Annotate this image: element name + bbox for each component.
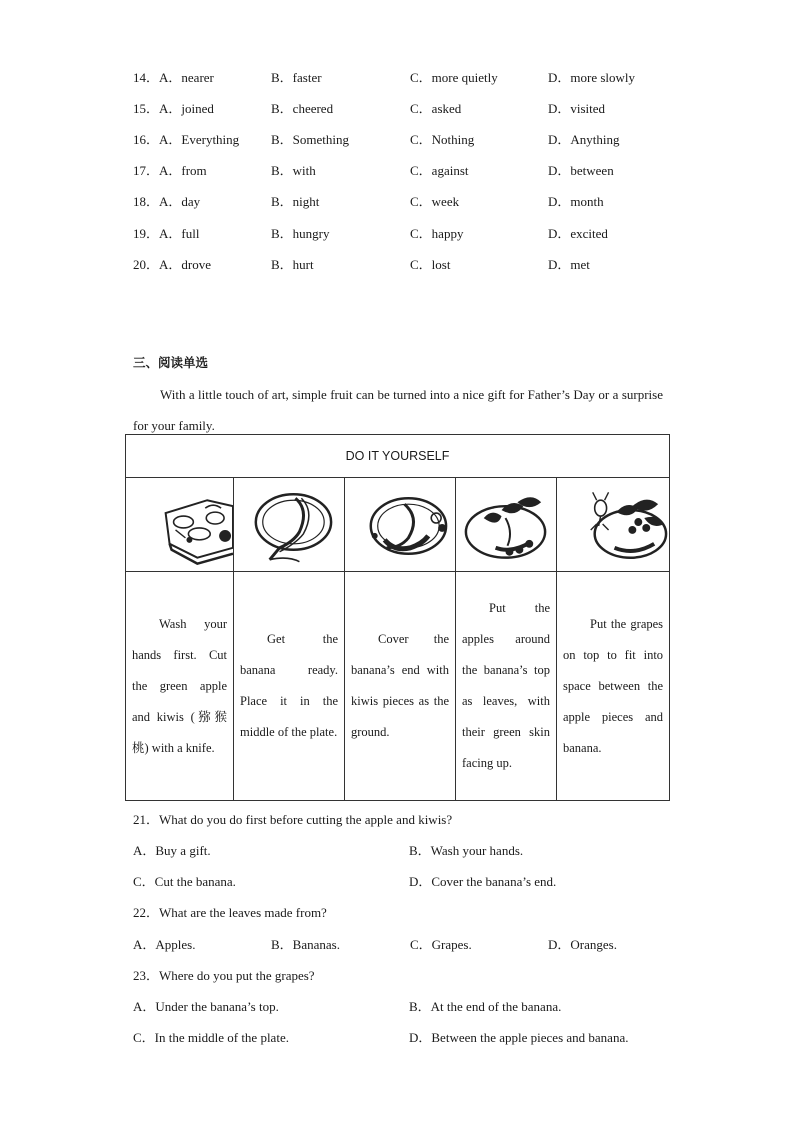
step-text-2: Get the banana ready. Place it in the middle of the plate. [234,572,345,801]
cloze-option-row [133,254,693,274]
cut-fruit-on-board-illustration [126,478,233,571]
section-title: 三、阅读单选 [133,355,209,370]
option-c: C．Cut the banana. [133,874,236,889]
option-a: A．Buy a gift. [133,843,211,858]
step-illustration-4 [456,478,557,572]
option-b: B．hungry [271,226,330,241]
diy-table [125,434,670,801]
option-c: C．happy [410,226,464,241]
option-d: D．Oranges. [548,937,617,952]
question-stem: 22．What are the leaves made from? [133,905,327,920]
cloze-option-row [133,129,693,149]
option-d: D．visited [548,101,606,116]
option-b: B．Bananas. [271,937,340,952]
option-a: A．Apples. [133,937,196,952]
option-d: D．month [548,194,604,209]
option-d: D．Cover the banana’s end. [409,874,557,889]
option-d: D．met [548,257,590,272]
cloze-option-row [133,98,693,118]
option-c: C．lost [410,257,451,272]
option-a: A．Under the banana’s top. [133,999,279,1014]
option-c: C．Nothing [410,132,475,147]
apple-leaves-illustration [456,478,556,571]
question-stem: 21．What do you do first before cutting the apple and kiwis? [133,812,453,827]
option-b: B．night [271,194,320,209]
option-b: B．with [271,163,316,178]
question-stem: 23．Where do you put the grapes? [133,968,315,983]
cloze-option-row [133,223,693,243]
option-a: 19．A．full [133,226,200,241]
banana-on-plate-illustration [234,478,344,571]
cloze-option-row [133,191,693,211]
option-b: B．hurt [271,257,314,272]
table-title: DO IT YOURSELF [126,435,670,478]
option-b: B．cheered [271,101,334,116]
option-c: C．against [410,163,469,178]
option-d: D．Between the apple pieces and banana. [409,1030,629,1045]
option-d: D．Anything [548,132,620,147]
option-a: 15．A．joined [133,101,214,116]
step-illustration-5 [557,478,670,572]
option-d: D．excited [548,226,608,241]
option-a: 17．A．from [133,163,207,178]
step-illustration-3 [345,478,456,572]
option-b: B．At the end of the banana. [409,999,562,1014]
finished-fruit-art-illustration [557,478,669,571]
step-illustration-2 [234,478,345,572]
option-b: B．Wash your hands. [409,843,524,858]
step-illustration-1 [126,478,234,572]
step-text-1: Wash your hands first. Cut the green apple and kiwis (猕猴桃) with a knife. [126,572,234,801]
step-text-5: Put the grapes on top to fit into space between the apple pieces and banana. [557,572,670,801]
step-text-4: Put the apples around the banana’s top as leaves, with their green skin facing up. [456,572,557,801]
option-c: C．more quietly [410,70,498,85]
option-a: 18．A．day [133,194,201,209]
option-a: 16．A．Everything [133,132,240,147]
option-c: C．asked [410,101,462,116]
cloze-option-row [133,160,693,180]
option-a: 20．A．drove [133,257,212,272]
cloze-option-row [133,67,693,87]
reading-intro: With a little touch of art, simple fruit can be turned into a nice gift for Father’s Day or a surprise for your family. [133,387,663,433]
option-a: 14．A．nearer [133,70,214,85]
option-c: C．Grapes. [410,937,472,952]
option-b: B．faster [271,70,322,85]
option-b: B．Something [271,132,350,147]
option-d: D．between [548,163,614,178]
step-text-3: Cover the banana’s end with kiwis pieces as the ground. [345,572,456,801]
option-c: C．week [410,194,460,209]
option-c: C．In the middle of the plate. [133,1030,289,1045]
option-d: D．more slowly [548,70,636,85]
banana-with-kiwi-illustration [345,478,455,571]
